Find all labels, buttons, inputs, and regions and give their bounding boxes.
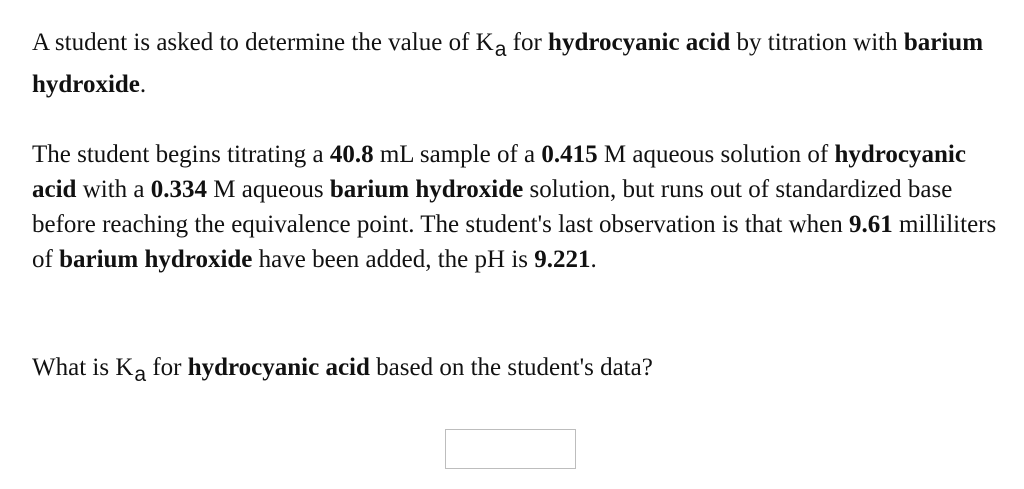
question-text: for [146, 354, 188, 381]
details-text: . [590, 246, 597, 273]
details-text: M aqueous solution of [597, 141, 835, 168]
question-text: What is K [32, 354, 134, 381]
answer-input[interactable] [445, 429, 576, 469]
details-text: have been added, the pH is [252, 246, 535, 273]
acid-name: hydrocyanic acid [32, 141, 966, 203]
details-text: with a [76, 176, 151, 203]
base-name: barium hydroxide [32, 29, 984, 98]
ph-value: 9.221 [534, 246, 591, 273]
intro-text: A student is asked to determine the value of K [32, 29, 494, 56]
details-text: solution, but runs out of standardized base before reaching the equivalence point. The student's last observation is that when [32, 176, 953, 238]
base-name: barium hydroxide [59, 246, 253, 273]
intro-paragraph [32, 22, 992, 106]
acid-name: hydrocyanic acid [548, 29, 731, 56]
intro-text: . [139, 71, 147, 98]
question-paragraph [32, 347, 992, 389]
ka-subscript: a [134, 362, 147, 386]
base-name: barium hydroxide [329, 176, 524, 203]
details-text: milliliters of [32, 211, 997, 273]
details-text: mL sample of a [373, 141, 542, 168]
ka-subscript: a [494, 37, 507, 61]
sample-volume: 40.8 [329, 141, 374, 168]
added-volume: 9.61 [849, 211, 893, 238]
details-text: The student begins titrating a [32, 141, 330, 168]
question-text: based on the student's data? [369, 354, 653, 381]
acid-concentration: 0.415 [541, 141, 598, 168]
details-paragraph [32, 137, 1007, 277]
intro-text: for [506, 29, 549, 56]
details-text: M aqueous [207, 176, 330, 203]
intro-text: by titration with [730, 29, 904, 56]
acid-name: hydrocyanic acid [187, 354, 370, 381]
base-concentration: 0.334 [150, 176, 207, 203]
